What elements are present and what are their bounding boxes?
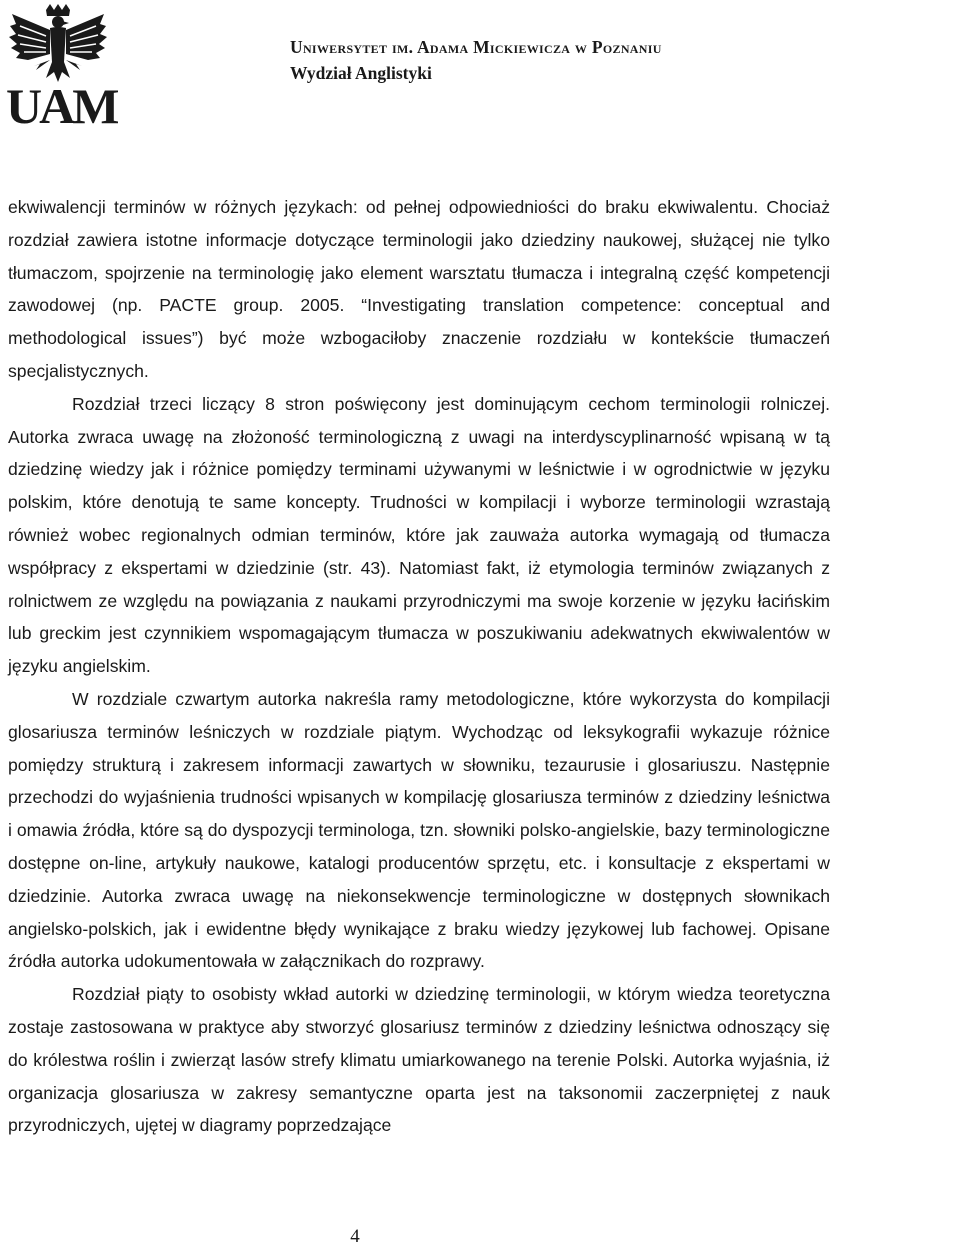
paragraph: ekwiwalencji terminów w różnych językach: od pełnej odpowiedniości do braku ekwiwalentu. Chociaż rozdział zawiera istotne informacje dotyczące terminologii jako dziedziny naukowej, służącej nie tylko tłumaczom, spojrzenie na terminologię jako element warsztatu tłumacza i integralną część kompetencji zawodowej (np. PACTE group. 2005. “Investigating translation competence: conceptual and methodological issues”) być może wzbogaciłoby znaczenie rozdziału w kontekście tłumaczeń specjalistycznych. xyxy=(8,197,830,381)
logo-text: UAM xyxy=(6,78,117,134)
page-header xyxy=(290,36,850,84)
faculty-name: Wydział Anglistyki xyxy=(290,63,432,83)
body-text xyxy=(8,191,830,1142)
paragraph: W rozdziale czwartym autorka nakreśla ramy metodologiczne, które wykorzysta do kompilacji glosariusza terminów leśniczych w rozdziale piątym. Wychodząc od leksykografii wykazuje różnice pomiędzy strukturą i zakresem informacji zawartych w słowniku, tezaurusie i glosariuszu. Następnie przechodzi do wyjaśnienia trudności wpisanych w kompilację glosariusza terminów z dziedziny leśnictwa i omawia źródła, które są do dyspozycji terminologa, tzn. słowniki polsko-angielskie, bazy terminologiczne dostępne on-line, artykuły naukowe, katalogi producentów sprzętu, etc. i konsultacje z ekspertami w dziedzinie. Autorka zwraca uwagę na niekonsekwencje terminologiczne w dostępnych słownikach angielsko-polskich, jak i ewidentne błędy wynikające z braku wiedzy językowej lub fachowej. Opisane źródła autorka udokumentowała w załącznikach do rozprawy. xyxy=(8,688,830,972)
university-name: Uniwersytet im. Adama Mickiewicza w Poznaniu xyxy=(290,37,662,57)
paragraph: Rozdział piąty to osobisty wkład autorki w dziedzinę terminologii, w którym wiedza teoretyczna zostaje zastosowana w praktyce aby stworzyć glosariusz terminów z dziedziny leśnictwa odnoszący się do królestwa roślin i zwierząt lasów strefy klimatu umiarkowanego na terenie Polski. Autorka wyjaśnia, iż organizacja glosariusza w zakresy semantyczne oparta jest na taksonomii zaczerpniętej z nauk przyrodniczych, ujętej w diagramy poprzedzające xyxy=(8,984,830,1136)
university-logo xyxy=(6,4,117,134)
page-number: 4 xyxy=(350,1226,360,1247)
paragraph: Rozdział trzeci liczący 8 stron poświęcony jest dominującym cechom terminologii rolniczej. Autorka zwraca uwagę na złożoność terminologiczną z uwagi na interdyscyplinarność wpisaną w tą dziedzinę wiedzy jak i różnice pomiędzy terminami używanymi w leśnictwie i w ogrodnictwie w języku polskim, które denotują te same koncepty. Trudności w kompilacji i wyborze terminologii wzrastają również wobec regionalnych odmian terminów, które jak zauważa autorka wymagają od tłumacza współpracy z ekspertami w dziedzinie (str. 43). Natomiast fakt, iż etymologia terminów związanych z rolnictwem ze względu na powiązania z naukami przyrodniczymi ma swoje korzenie w języku łacińskim lub greckim jest czynnikiem wspomagającym tłumacza w poszukiwaniu adekwatnych ekwiwalentów w języku angielskim. xyxy=(8,393,830,677)
